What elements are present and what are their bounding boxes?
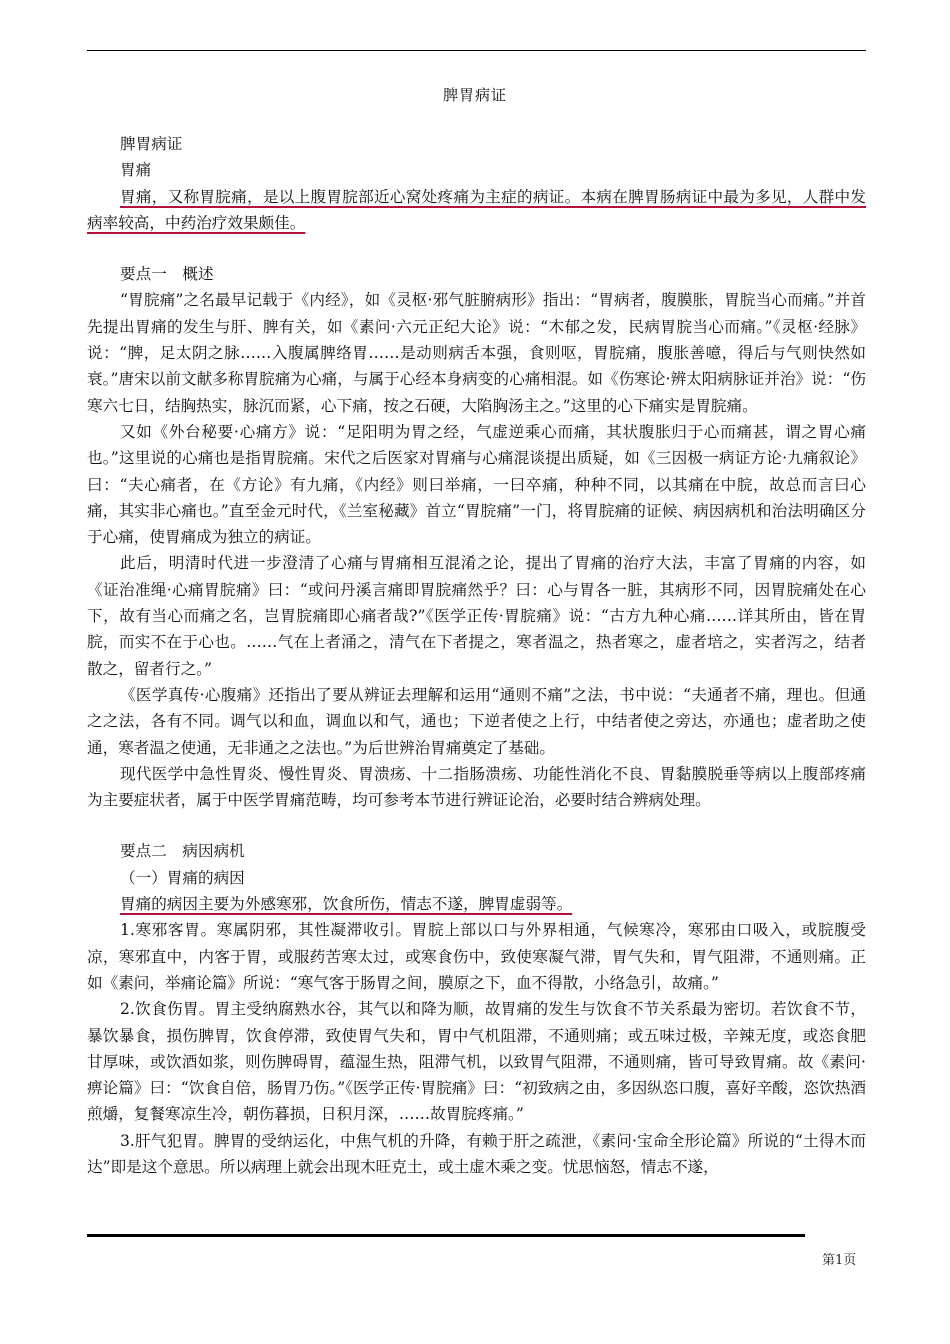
point2-summary-paragraph bbox=[87, 891, 866, 917]
point2-title: 要点二 病因病机 bbox=[120, 842, 245, 861]
paragraph: 又如《外台秘要·心痛方》说：“足阳明为胃之经，气虚逆乘心而痛，其状腹胀归于心而痛甚，谓之胃心痛也。”这里说的心痛也是指胃脘痛。宋代之后医家对胃痛与心痛混谈提出质疑，如《三因极一病证方论·九痛叙论》曰：“夫心痛者，在《方论》有九痛，《内经》则曰举痛，一曰卒痛，种种不同，以其痛在中脘，故总而言曰心痛，其实非心痛也。”直至金元时代，《兰室秘藏》首立“胃脘痛”一门，将胃脘痛的证候、病因病机和治法明确区分于心痛，使胃痛成为独立的病证。 bbox=[87, 422, 866, 547]
spacer bbox=[87, 813, 866, 838]
heading-sub: 胃痛 bbox=[120, 161, 152, 180]
paragraph: 此后，明清时代进一步澄清了心痛与胃痛相互混淆之论，提出了胃痛的治疗大法，丰富了胃痛的内容，如《证治准绳·心痛胃脘痛》曰：“或问丹溪言痛即胃脘痛然乎？曰：心与胃各一脏，其病形不同，因胃脘痛处在心下，故有当心而痛之名，岂胃脘痛即心痛者哉?”《医学正传·胃脘痛》说：“古方九种心痛……详其所由，皆在胃脘，而实不在于心也。……气在上者涌之，清气在下者提之，寒者温之，热者寒之，虚者培之，实者泻之，结者散之，留者行之。” bbox=[87, 554, 866, 678]
paragraph: 3.肝气犯胃。脾胃的受纳运化，中焦气机的升降，有赖于肝之疏泄，《素问·宝命全形论篇》所说的“土得木而达”即是这个意思。所以病理上就会出现木旺克土，或土虚木乘之变。忧思恼怒，情志不遂， bbox=[87, 1131, 866, 1176]
paragraph: 1.寒邪客胃。寒属阴邪，其性凝滞收引。胃脘上部以口与外界相通，气候寒冷，寒邪由口吸入，或脘腹受凉，寒邪直中，内客于胃，或服药苦寒太过，或寒食伤中，致使寒凝气滞，胃气失和，胃气阻滞，不通则痛。正如《素问，举痛论篇》所说：“寒气客于肠胃之间，膜原之下，血不得散，小络急引，故痛。” bbox=[87, 921, 866, 992]
intro-highlight: 胃痛，又称胃脘痛，是以上腹胃脘部近心窝处疼痛为主症的病证。本病在脾胃肠病证中最为多见，人群中发病率较高，中药治疗效果颇佳。 bbox=[87, 187, 866, 232]
footer-rule bbox=[87, 1234, 805, 1237]
header-rule bbox=[87, 50, 866, 51]
page-number: 第1页 bbox=[822, 1253, 857, 1268]
summary-highlight: 胃痛的病因主要为外感寒邪，饮食所伤，情志不遂，脾胃虚弱等。 bbox=[120, 895, 573, 914]
point2-subtitle: （一）胃痛的病因 bbox=[120, 868, 245, 887]
paragraph: “胃脘痛”之名最早记载于《内经》，如《灵枢·邪气脏腑病形》指出：“胃病者，腹膜胀，胃脘当心而痛。”并首先提出胃痛的发生与肝、脾有关，如《素问·六元正纪大论》说：“木郁之发，民病胃脘当心而痛。”《灵枢·经脉》说：“脾，足太阴之脉……入腹属脾络胃……是动则病舌本强，食则呕，胃脘痛，腹胀善噫，得后与气则快然如衰。”唐宋以前文献多称胃脘痛为心痛，与属于心经本身病变的心痛相混。如《伤寒论·辨太阳病脉证并治》说：“伤寒六七日，结胸热实，脉沉而紧，心下痛，按之石硬，大陷胸汤主之。”这里的心下痛实是胃脘痛。 bbox=[87, 291, 866, 415]
document-body bbox=[87, 131, 866, 1180]
document-title: 脾胃病证 bbox=[442, 86, 507, 104]
paragraph: 现代医学中急性胃炎、慢性胃炎、胃溃疡、十二指肠溃疡、功能性消化不良、胃黏膜脱垂等病以上腹部疼痛为主要症状者，属于中医学胃痛范畴，均可参考本节进行辨证论治，必要时结合辨病处理。 bbox=[87, 764, 866, 810]
heading-main: 脾胃病证 bbox=[120, 135, 183, 153]
intro-paragraph bbox=[87, 184, 866, 237]
paragraph: 2.饮食伤胃。胃主受纳腐熟水谷，其气以和降为顺，故胃痛的发生与饮食不节关系最为密切。若饮食不节，暴饮暴食，损伤脾胃，饮食停滞，致使胃气失和，胃中气机阻滞，不通则痛；或五味过极，辛辣无度，或恣食肥甘厚味，或饮酒如浆，则伤脾碍胃，蕴湿生热，阻滞气机，以致胃气阻滞，不通则痛，皆可导致胃痛。故《素问·痹论篇》曰：“饮食自倍，肠胃乃伤。”《医学正传·胃脘痛》曰：“初致病之由，多因纵恣口腹，喜好辛酸，恣饮热酒煎爝，复餐寒凉生冷，朝伤暮损，日积月深，……故胃脘疼痛。” bbox=[87, 1000, 866, 1124]
spacer bbox=[87, 236, 866, 261]
point1-title: 要点一 概述 bbox=[120, 265, 214, 284]
paragraph: 《医学真传·心腹痛》还指出了要从辨证去理解和运用“通则不痛”之法，书中说：“夫通者不痛，理也。但通之之法，各有不同。调气以和血，调血以和气，通也；下逆者使之上行，中结者使之旁达，亦通也；虚者助之使通，寒者温之使通，无非通之之法也。”为后世辨治胃痛奠定了基础。 bbox=[87, 685, 866, 757]
